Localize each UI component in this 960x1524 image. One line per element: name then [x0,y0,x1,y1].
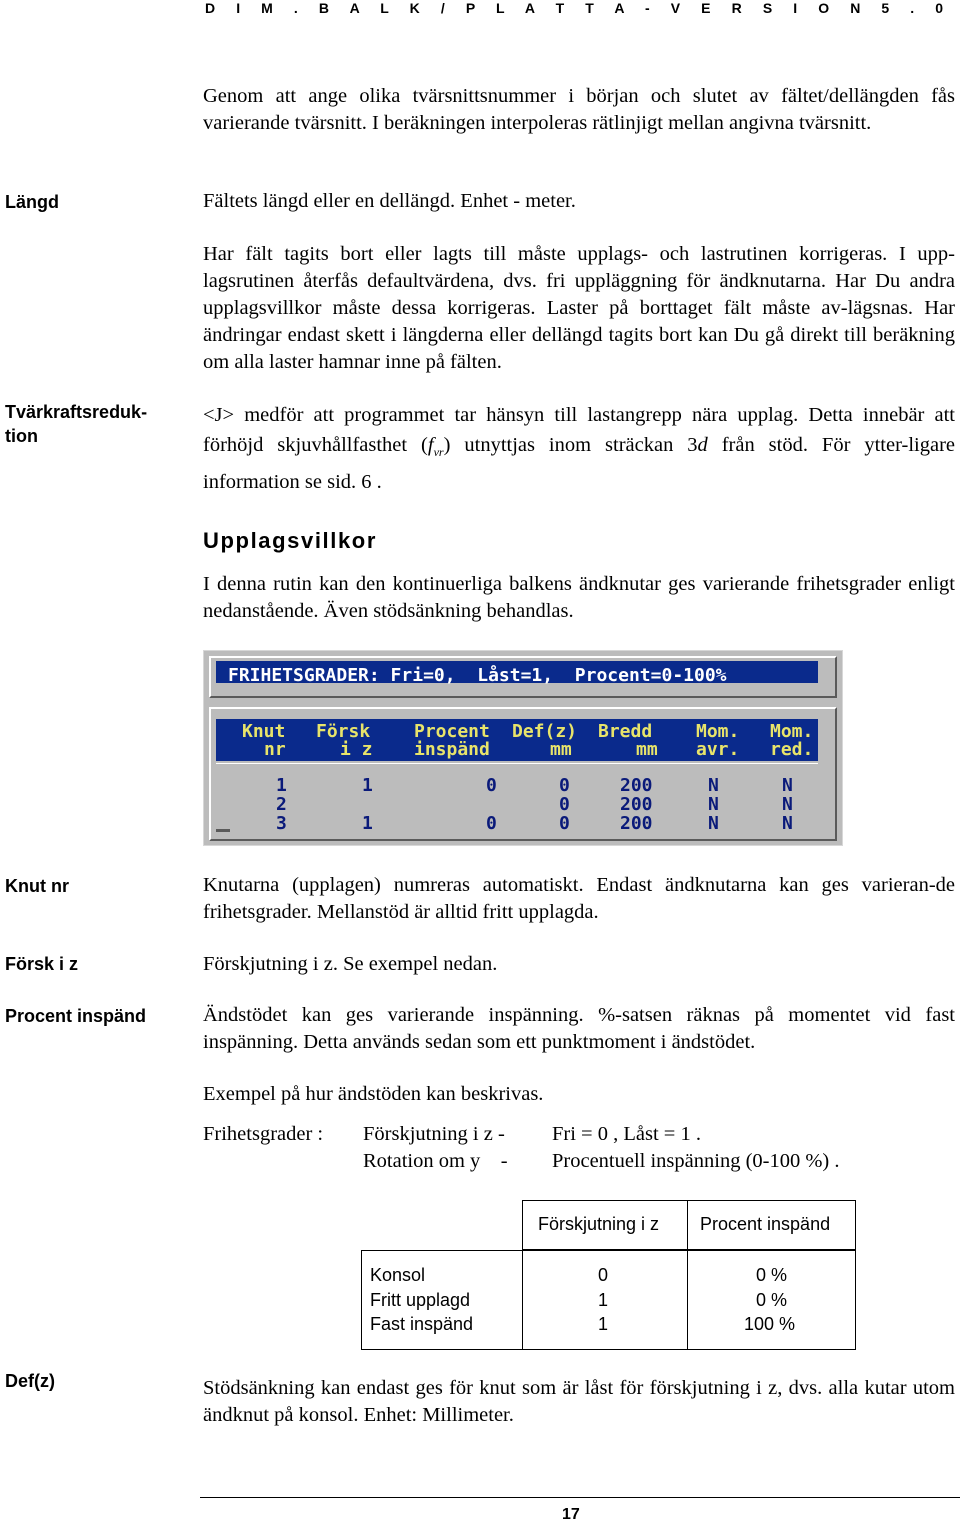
label-tvark-line1: Tvärkraftsreduk- [5,402,148,422]
vr-subscript: vr [433,445,444,459]
hdr-nr: nr [264,739,286,760]
table-col-forsk: Förskjutning i z [538,1214,660,1234]
row2-bredd[interactable]: 200 [620,794,653,815]
f-symbol: f [427,434,434,456]
row1-bredd[interactable]: 200 [620,775,653,796]
hdr-mm-2: mm [636,739,658,760]
text-cursor [216,829,230,832]
row3-procent[interactable]: 0 [486,813,497,834]
ex-line1-value: Fri = 0 , Låst = 1 . [552,1123,701,1145]
row1-knut[interactable]: 1 [276,775,287,796]
row3-forsk[interactable]: 1 [362,813,373,834]
label-tvarkraftsreduktion [5,400,147,448]
table-row1-proc: 0 % [756,1265,788,1285]
row2-knut[interactable]: 2 [276,794,287,815]
hdr-knut: Knut [242,721,286,742]
row3-defz[interactable]: 0 [559,813,570,834]
table-row2-name: Fritt upplagd [370,1290,471,1310]
intro-paragraph: Genom att ange olika tvärsnittsnummer i början och slutet av fältet/dellängden fås varierande tvärsnitt. I beräkningen interpoleras rätlinjigt mellan angivna tvärsnitt. [203,85,955,134]
table-row1-name: Konsol [370,1265,426,1285]
row1-mom-red[interactable]: N [782,775,793,796]
table-row3-forsk: 1 [598,1314,609,1334]
hdr-avr: avr. [696,739,740,760]
table-col-procent: Procent inspänd [700,1214,831,1234]
table-row2-forsk: 1 [598,1290,609,1310]
label-tvark-line2: tion [5,426,38,446]
hdr-mm-1: mm [550,739,572,760]
hdr-forsk: Försk [316,721,371,742]
ex-line1-label: Frihetsgrader : [203,1123,324,1145]
ex-line2-mid: Rotation om y - [363,1150,508,1172]
procent-paragraph: Ändstödet kan ges varierande inspänning. %-satsen räknas på momentet vid fast inspänning. Detta används sedan som ett punktmoment i ändstödet. [203,1004,955,1053]
d-symbol: d [697,434,708,456]
table-row3-name: Fast inspänd [370,1314,474,1334]
running-header: D I M . B A L K / P L A T T A - V E R S I O N 5 . 0 [205,0,952,16]
langd-paragraph-2: Har fält tagits bort eller lagts till måste upplags- och lastrutinen korrigeras. I upp-lagsrutinen återfås defaultvärdena, dvs. fri uppläggning för ändknutarna. Har Du andra upplagsvillkor måste dessa korrigeras. Laster på borttaget fält måste av-lägsnas. Har ändringar endast skett i längderna eller dellängd tagits bort kan Du gå direkt till beräkning om alla laster hamnar inne på fälten. [203,243,955,373]
exempel-intro: Exempel på hur ändstöden kan beskrivas. [203,1083,544,1105]
table-row2-proc: 0 % [756,1290,788,1310]
row2-mom-avr[interactable]: N [708,794,719,815]
tvark-text-b: ) utnyttjas inom sträckan [443,434,688,456]
tvark-text-c: från stöd. För ytter-ligare information se sid. 6 . [203,434,956,493]
hdr-procent: Procent [414,721,490,742]
upplag-paragraph: I denna rutin kan den kontinuerliga balkens ändknutar ges varierande frihetsgrader enligt nedanstående. Även stödsänkning behandlas. [203,573,955,622]
defz-paragraph: Stödsänkning kan endast ges för knut som är låst för förskjutning i z, dvs. alla kutar utom ändknut på konsol. Enhet: Millimeter. [203,1377,955,1426]
row3-mom-avr[interactable]: N [708,813,719,834]
header-separator [216,763,818,764]
hdr-defz: Def(z) [512,721,578,742]
tvark-paragraph [203,400,955,497]
row3-mom-red[interactable]: N [782,813,793,834]
row2-mom-red[interactable]: N [782,794,793,815]
dos-screen-capture [203,650,843,846]
footer-rule [200,1497,960,1498]
ex-line2-value: Procentuell inspänning (0-100 %) . [552,1150,840,1172]
row2-defz[interactable]: 0 [559,794,570,815]
page-number: 17 [562,1506,580,1523]
row3-bredd[interactable]: 200 [620,813,653,834]
row1-defz[interactable]: 0 [559,775,570,796]
label-defz: Def(z) [5,1371,55,1391]
knut-paragraph: Knutarna (upplagen) numreras automatiskt. Endast ändknutarna kan ges varieran-de frihetsgrader. Mellanstöd är alltid fritt upplagda. [203,874,955,923]
langd-paragraph-1: Fältets längd eller en dellängd. Enhet - meter. [203,190,576,212]
hdr-red: red. [770,739,814,760]
hdr-inspand: inspänd [414,739,490,760]
section-heading-upplagsvillkor: Upplagsvillkor [203,528,377,553]
forsk-paragraph: Förskjutning i z. Se exempel nedan. [203,953,498,975]
table-row1-forsk: 0 [598,1265,609,1285]
row3-knut[interactable]: 3 [276,813,287,834]
row1-procent[interactable]: 0 [486,775,497,796]
hdr-iz: i z [340,739,373,760]
row1-mom-avr[interactable]: N [708,775,719,796]
three-symbol: 3 [687,434,698,456]
hdr-mom-red: Mom. [770,721,814,742]
label-forsk-i-z: Försk i z [5,954,79,974]
label-procent-inspand: Procent inspänd [5,1006,147,1026]
ex-line1-mid: Förskjutning i z - [363,1123,505,1145]
label-knut-nr: Knut nr [5,876,69,896]
label-langd: Längd [5,192,59,212]
row1-forsk[interactable]: 1 [362,775,373,796]
hdr-bredd: Bredd [598,721,653,742]
hdr-mom-avr: Mom. [696,721,740,742]
screen-title: FRIHETSGRADER: Fri=0, Låst=1, Procent=0-100% [228,665,727,686]
table-row3-proc: 100 % [744,1314,796,1334]
tvark-text-a: <J> medför att programmet tar hänsyn till lastangrepp nära upplag. Detta innebär att förhöjd skjuvhållfasthet ( [203,404,955,456]
